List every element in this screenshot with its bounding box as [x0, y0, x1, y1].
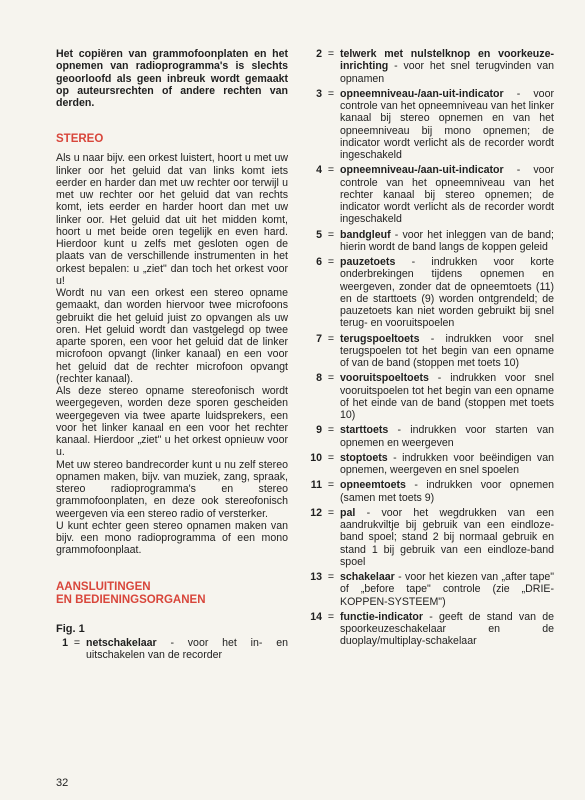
item-term: telwerk met nulstelknop en voorkeuze-inrichting [340, 48, 554, 73]
stereo-paragraph-3: Als deze stereo opname stereofonisch wordt weergegeven, worden deze sporen gescheiden weergegeven via twee aparte luidsprekers, een voor het linker kanaal en een voor het rechter kanaal. Hierdoor „ziet" u het orkest opnieuw voor u. [56, 385, 288, 459]
item-text [340, 164, 554, 225]
item-description: - voor het kiezen van „after tape" of „before tape" controle (zie „DRIE-KOPPEN-SYSTEEM") [340, 571, 554, 608]
page-number: 32 [56, 777, 69, 789]
stereo-paragraph-2: Wordt nu van een orkest een stereo opname gemaakt, dan worden hiervoor twee microfoons gebruikt die het geluid juist zo opvangen als uw oren. Het geluid wordt dan vastgelegd op twee aparte sporen, een voor het geluid dat de linker microfoon opvangt (linker kanaal) en een voor het geluid dat de rechter microfoon opvangt (rechter kanaal). [56, 287, 288, 385]
item-equals: = [327, 48, 335, 60]
item-description: - indrukken voor opnemen (samen met toets 9) [340, 479, 554, 504]
item-description: - voor controle van het opneemniveau van het linker kanaal bij stereo opnemen en van het opneemniveau bij mono opnemen; de indicator wordt verlicht als de recorder wordt ingeschakeld [340, 87, 554, 161]
item-number: 3 [316, 87, 322, 100]
item-description: - indrukken voor starten van opnemen en weergeven [340, 424, 554, 449]
item-number: 10 [310, 451, 322, 464]
item-description: - voor het wegdrukken van een aandrukviltje bij gebruik van een eindloze-band spoel; stand 2 bij normaal gebruik en stand 1 bij gebruik van een eindloze-band spoel [340, 506, 554, 568]
control-item-4 [310, 164, 554, 225]
item-number: 4 [316, 164, 322, 177]
control-item-7 [310, 333, 554, 370]
connections-heading-line2: EN BEDIENINGSORGANEN [56, 593, 206, 606]
item-description: - indrukken voor snel vooruitspoelen tot het begin van een opname of het einde van de band (stoppen met toets 10) [340, 372, 554, 421]
item-equals: = [327, 256, 335, 268]
stereo-paragraph-1: Als u naar bijv. een orkest luistert, hoort u met uw linker oor het geluid dat van links komt iets eerder en harder dan met uw rechter oor terwijl u met uw rechter oor het geluid dat van rechts komt, iets eerder en harder hoort dan met uw linker oor. Het geluid dat uit het midden komt, hoort u met beide oren tegelijk en even hard. Hierdoor kunt u zelfs met gesloten ogen de plaats van de verschillende instrumenten in het orkest bepalen: u „ziet" dan toch het orkest voor u! [56, 152, 288, 287]
item-text [340, 48, 554, 85]
item-term: opneemniveau-/aan-uit-indicator [340, 164, 504, 177]
item-text [340, 256, 554, 330]
item-description: - voor het inleggen van de band; hierin wordt de band langs de koppen geleid [340, 228, 554, 253]
item-equals: = [327, 424, 335, 437]
control-item-13 [310, 571, 554, 608]
item-number: 13 [310, 571, 322, 583]
item-equals: = [327, 479, 335, 492]
copyright-notice: Het copiëren van grammofoonplaten en het opnemen van radioprogramma's is slechts geoorloofd als geen inbreuk wordt gemaakt op auteursrechten of andere rechten van derden. [56, 48, 288, 109]
control-item-3 [310, 88, 554, 162]
item-description: - voor het snel terugvinden van opnamen [340, 60, 554, 85]
item-text [340, 229, 554, 254]
control-item-12 [310, 507, 554, 568]
item-number: 2 [316, 48, 322, 60]
control-item-10 [310, 452, 554, 477]
control-item-2 [310, 48, 554, 85]
item-description: - voor controle van het opneemniveau van het rechter kanaal bij stereo opnemen; de indicator wordt verlicht als de recorder wordt ingeschakeld [340, 164, 554, 226]
section-spacer [56, 557, 288, 581]
control-item-11 [310, 479, 554, 504]
stereo-paragraph-4: Met uw stereo bandrecorder kunt u nu zelf stereo opnamen maken, bijv. van muziek, zang, spraak, stereo radioprogramma's en stereo grammofoonplaten, en deze ook stereofonisch weergeven via een stereo radio of versterker. [56, 458, 288, 520]
item-term: stoptoets [340, 451, 388, 464]
item-equals: = [327, 372, 335, 385]
item-term: starttoets [340, 424, 389, 437]
item-number: 11 [310, 479, 322, 492]
control-item-5 [310, 229, 554, 254]
item-term: terugspoeltoets [340, 332, 420, 345]
control-item-14 [310, 611, 554, 648]
item-number: 8 [316, 372, 322, 385]
connections-heading-line1: AANSLUITINGEN [56, 580, 151, 593]
item-term: pal [340, 506, 356, 519]
item-text [340, 372, 554, 421]
item-description: - geeft de stand van de spoorkeuzeschakelaar en de duoplay/multiplay-schakelaar [340, 610, 554, 648]
item-equals: = [327, 610, 335, 623]
item-equals: = [73, 636, 81, 649]
stereo-heading: STEREO [56, 133, 104, 146]
control-item-6 [310, 256, 554, 330]
item-text [340, 452, 554, 477]
stereo-paragraph-5: U kunt echter geen stereo opnamen maken van bijv. een mono radioprogramma of een mono grammofoonplaat. [56, 519, 288, 557]
item-number: 1 [62, 636, 68, 649]
item-equals: = [327, 506, 335, 519]
item-description: - indrukken voor beëindigen van opnemen, weergeven en snel spoelen [340, 451, 554, 476]
item-text [340, 333, 554, 370]
item-description: - voor het in- en uitschakelen van de recorder [86, 636, 288, 661]
item-term: opneemtoets [340, 479, 406, 492]
control-item-9 [310, 424, 554, 449]
figure-label: Fig. 1 [56, 622, 85, 635]
item-equals: = [327, 332, 335, 345]
right-column [310, 48, 554, 651]
item-number: 6 [316, 256, 322, 268]
item-number: 12 [310, 506, 322, 519]
item-term: pauzetoets [340, 256, 396, 268]
item-equals: = [327, 451, 335, 464]
item-number: 7 [316, 332, 322, 345]
item-equals: = [327, 228, 335, 241]
item-term: functie-indicator [340, 610, 423, 623]
left-column [56, 48, 288, 664]
item-number: 9 [316, 424, 322, 437]
item-term: netschakelaar [86, 636, 157, 649]
control-item-8 [310, 372, 554, 421]
item-text [340, 611, 554, 648]
item-term: vooruitspoeltoets [340, 372, 429, 385]
item-description: - indrukken voor korte onderbrekingen tijdens opnemen en weergeven, zonder dat de opneemtoets (11) en de starttoets (9) worden ontgrendeld; de pauzetoets kan niet worden gebruikt bij snel terug- en vooruitspoelen [340, 256, 554, 330]
item-equals: = [327, 164, 335, 177]
item-text [340, 88, 554, 162]
item-number: 14 [310, 610, 322, 623]
item-number: 5 [316, 228, 322, 241]
item-term: schakelaar [340, 571, 395, 583]
item-text [340, 571, 554, 608]
item-text [340, 424, 554, 449]
item-equals: = [327, 87, 335, 100]
item-description: - indrukken voor snel terugspoelen tot het begin van een opname of van de band (stoppen met toets 10) [340, 332, 554, 369]
item-text [340, 479, 554, 504]
item-term: bandgleuf [340, 228, 391, 241]
item-text [86, 637, 288, 662]
control-item-1 [56, 637, 288, 662]
item-equals: = [327, 571, 335, 583]
item-text [340, 507, 554, 568]
item-term: opneemniveau-/aan-uit-indicator [340, 87, 504, 100]
